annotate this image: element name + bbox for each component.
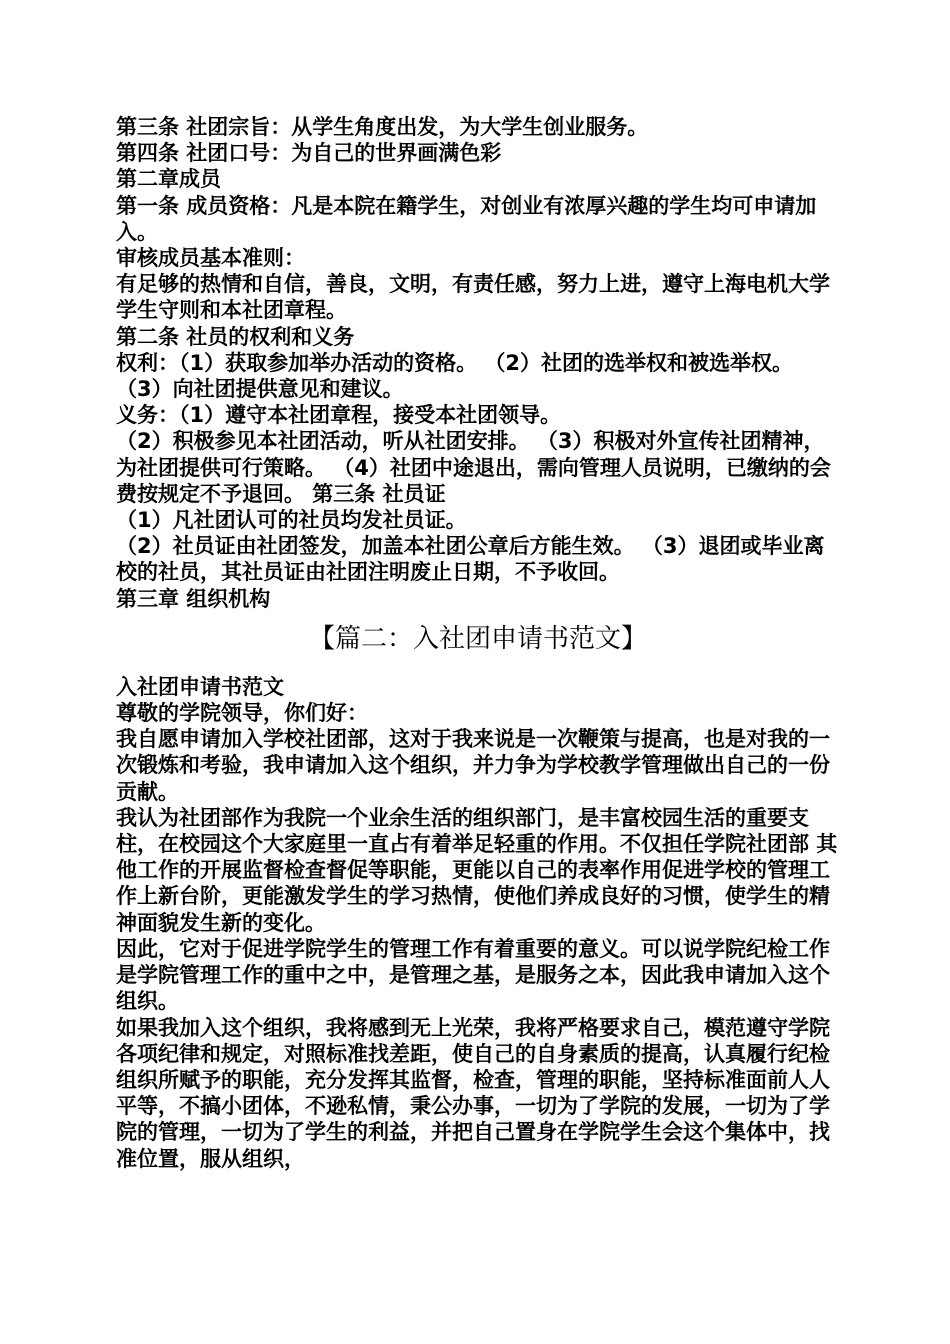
duties-continued: （2）积极参见本社团活动，听从社团安排。 （3）积极对外宣传社团精神，为社团提供可行策略。 （4）社团中途退出，需向管理人员说明，已缴纳的会费按规定不予退回。 第三条 社员证	[116, 429, 831, 506]
letter-title: 入社团申请书范文	[116, 674, 284, 699]
review-criteria-title: 审核成员基本准则：	[116, 246, 305, 271]
letter-paragraph-4: 如果我加入这个组织，我将感到无上光荣，我将严格要求自己，模范遵守学院各项纪律和规定，对照标准找差距，使自己的自身素质的提高，认真履行纪检组织所赋予的职能，充分发挥其监督，检查，管理的职能，坚持标准面前人人平等，不搞小团体，不逊私情，秉公办事，一切为了学院的发展，一切为了学院的管理，一切为了学生的利益，并把自己置身在学院学生会这个集体中，找准位置，服从组织，	[116, 1015, 830, 1171]
letter-paragraph-3: 因此，它对于促进学院学生的管理工作有着重要的意义。可以说学院纪检工作是学院管理工作的重中之中，是管理之基，是服务之本，因此我申请加入这个组织。	[116, 936, 830, 1014]
application-letter-section	[116, 674, 840, 1172]
chapter-2-title: 第二章成员	[116, 167, 221, 192]
article-1-eligibility: 第一条 成员资格：凡是本院在籍学生，对创业有浓厚兴趣的学生均可申请加入。	[116, 193, 817, 244]
rights-text: 权利：（1）获取参加举办活动的资格。 （2）社团的选举权和被选举权。 （3）向社团提供意见和建议。	[116, 350, 794, 402]
article-3-purpose: 第三条 社团宗旨：从学生角度出发，为大学生创业服务。	[116, 115, 649, 139]
letter-paragraph-2: 我认为社团部作为我院一个业余生活的组织部门，是丰富校园生活的重要支柱，在校园这个大家庭里一直占有着举足轻重的作用。不仅担任学院社团部 其他工作的开展监督检查督促等职能，更能以自己的表率作用促进学校的管理工 作上新台阶，更能激发学生的学习热情，使他们养成良好的习惯，使学生的精神面貌发生新的变化。	[116, 805, 838, 935]
document-page	[116, 114, 840, 1172]
duties-text: 义务：（1）遵守本社团章程，接受本社团领导。	[116, 403, 562, 428]
charter-section	[116, 114, 840, 612]
letter-salutation: 尊敬的学院领导，你们好：	[116, 701, 368, 726]
member-card-rule-1: （1）凡社团认可的社员均发社员证。	[116, 508, 467, 533]
article-2-rights-duties: 第二条 社员的权利和义务	[116, 324, 355, 349]
review-criteria-text: 有足够的热情和自信，善良，文明，有责任感，努力上进，遵守上海电机大学学生守则和本社团章程。	[116, 272, 830, 323]
section-heading: 【篇二：入社团申请书范文】	[308, 623, 647, 654]
member-card-rule-2: （2）社员证由社团签发，加盖本社团公章后方能生效。 （3）退团或毕业离校的社员，其社员证由社团注明废止日期，不予收回。	[116, 534, 825, 585]
letter-paragraph-1: 我自愿申请加入学校社团部，这对于我来说是一次鞭策与提高，也是对我的一次锻炼和考验，我申请加入这个组织，并力争为学校教学管理做出自己的一份贡献。	[116, 727, 830, 804]
chapter-3-title: 第三章 组织机构	[116, 586, 271, 611]
article-4-slogan: 第四条 社团口号：为自己的世界画满色彩	[116, 141, 502, 166]
